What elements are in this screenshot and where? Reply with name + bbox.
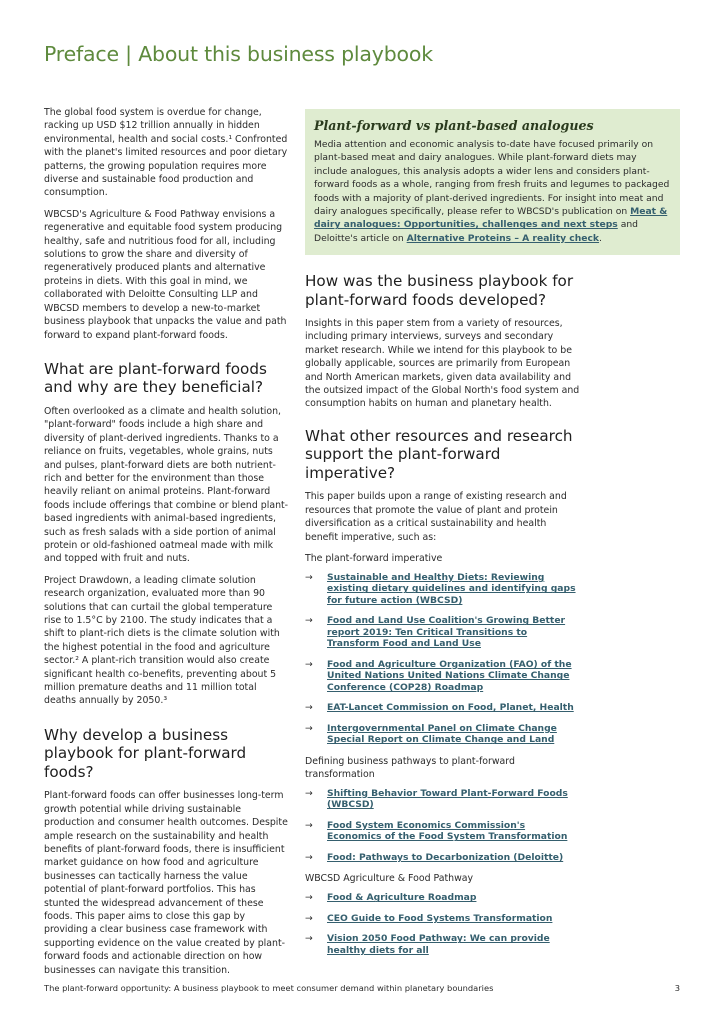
what-paragraph-2: Project Drawdown, a leading climate solution research organization, evaluated more than 90 solutions that can curtail the global temperature rise to 1.5°C by 2100. The study indicates that a shift to plant-rich diets is the climate solution with the highest potential in the food and agriculture sector.² A plant-rich transition would also create significant health co-benefits, preventing about 5 million premature deaths and 11 million total deaths annually by 2050.³: [44, 574, 280, 707]
why-paragraph-1: Plant-forward foods can offer businesses long-term growth potential while driving sustainable production and consumer health outcomes. Despite ample research on the sustainability and health benefits of plant-forward foods, there is insufficient market guidance on how food and agriculture businesses can tactically harness the value potential of plant-forward portfolios. This has stunted the widespread advancement of these foods. This paper aims to close this gap by providing a clear business case framework with supporting evidence on the value created by plant-forward foods and actionable direction on how businesses can navigate this transition.: [44, 790, 288, 976]
callout-text-after: .: [599, 232, 602, 244]
resource-link[interactable]: Intergovernmental Panel on Climate Change Special Report on Climate Change and Land: [327, 722, 557, 746]
resource-list-item: [305, 852, 580, 864]
heading-how-developed: How was the business playbook for plant-forward foods developed?: [305, 272, 574, 309]
arrow-right-icon: →: [305, 702, 313, 714]
resource-list-item: [305, 702, 580, 714]
arrow-right-icon: →: [305, 615, 313, 627]
arrow-right-icon: →: [305, 851, 313, 863]
right-column: [305, 272, 580, 965]
callout-text: [314, 138, 672, 245]
link-meat-dairy-analogues[interactable]: Meat & dairy analogues: Opportunities, challenges and next steps: [314, 206, 668, 231]
callout-plant-forward-vs-analogues: [305, 109, 680, 255]
page-number: 3: [674, 983, 680, 993]
resource-link[interactable]: Food and Land Use Coalition's Growing Better report 2019: Ten Critical Transitions to Transform Food and Land Use: [327, 615, 566, 650]
resource-group-label: The plant-forward imperative: [305, 552, 443, 564]
resource-list-item: [305, 933, 580, 956]
resource-list-item: [305, 659, 580, 694]
intro-paragraph-1: The global food system is overdue for change, racking up USD $12 trillion annually in hidden environmental, health and social costs.¹ Confronted with the planet's limited resources and poor dietary patterns, the growing population requires more diverse and sustainable food production and consumption.: [44, 107, 288, 199]
resource-list-item: [305, 892, 580, 904]
resource-list-item: [305, 615, 580, 650]
arrow-right-icon: →: [305, 912, 313, 924]
arrow-right-icon: →: [305, 571, 313, 583]
intro-paragraph-2: WBCSD's Agriculture & Food Pathway envisions a regenerative and equitable food system producing healthy, safe and nutritious food for all, including solutions to grow the share and diversity of regeneratively produced plants and alternative proteins in diets. With this goal in mind, we collaborated with Deloitte Consulting LLP and WBCSD members to develop a new-to-market business playbook that unpacks the value and path forward to expand plant-forward foods.: [44, 208, 287, 341]
other-paragraph-1: This paper builds upon a range of existing research and resources that promote the value of plant and protein diversification as a critical sustainability and health benefit imperative, such as:: [305, 491, 567, 543]
resource-link[interactable]: Food & Agriculture Roadmap: [327, 892, 477, 904]
resource-link-list: [305, 572, 580, 746]
resource-list-item: [305, 572, 580, 607]
link-alternative-proteins[interactable]: Alternative Proteins – A reality check: [406, 232, 600, 244]
footer-text: The plant-forward opportunity: A business playbook to meet consumer demand within planetary boundaries: [44, 983, 494, 993]
resource-list-item: [305, 788, 580, 811]
resource-link[interactable]: Food: Pathways to Decarbonization (Deloitte): [327, 851, 564, 863]
resource-list-item: [305, 913, 580, 925]
resource-groups: [305, 552, 580, 957]
callout-text-before: Media attention and economic analysis to-date have focused primarily on plant-based meat and dairy analogues. While plant-forward diets may include analogues, this analysis adopts a wider lens and considers plant-forward foods as a whole, ranging from fresh fruits and legumes to packaged foods with a majority of plant-derived ingredients. For insight into meat and dairy analogues specifically, please refer to WBCSD's publication on: [314, 139, 670, 218]
resource-list-item: [305, 820, 580, 843]
heading-other-resources: What other resources and research support the plant-forward imperative?: [305, 426, 573, 482]
callout-text-middle: and Deloitte's article on: [314, 219, 638, 244]
arrow-right-icon: →: [305, 658, 313, 670]
resource-link[interactable]: Vision 2050 Food Pathway: We can provide healthy diets for all: [327, 933, 550, 956]
left-column: [44, 106, 289, 985]
resource-link-list: [305, 892, 580, 956]
arrow-right-icon: →: [305, 787, 313, 799]
heading-what-are-plant-forward-foods: What are plant-forward foods and why are they beneficial?: [44, 359, 267, 397]
resource-link[interactable]: EAT-Lancet Commission on Food, Planet, Health: [327, 702, 574, 714]
resource-link[interactable]: Sustainable and Healthy Diets: Reviewing existing dietary guidelines and identifying gaps for future action (WBCSD): [327, 571, 576, 606]
resource-link[interactable]: Shifting Behavior Toward Plant-Forward Foods (WBCSD): [327, 787, 568, 811]
how-paragraph-1: Insights in this paper stem from a variety of resources, including primary interviews, surveys and secondary market research. While we intend for this playbook to be globally applicable, sources are primarily from European and North American markets, given data availability and the outsized impact of the Global North's food system and consumption habits on human and planetary health.: [305, 318, 580, 410]
resource-group-label: WBCSD Agriculture & Food Pathway: [305, 873, 474, 885]
resource-link[interactable]: Food System Economics Commission's Economics of the Food System Transformation: [327, 819, 568, 843]
resource-list-item: [305, 723, 580, 746]
callout-title: Plant-forward vs plant-based analogues: [314, 118, 594, 133]
arrow-right-icon: →: [305, 892, 313, 904]
what-paragraph-1: Often overlooked as a climate and health solution, "plant-forward" foods include a high share and diversity of plant-derived ingredients. Thanks to a reliance on fruits, vegetables, whole grains, nuts and pulses, plant-forward diets are both nutrient-rich and better for the environment than those heavily reliant on animal proteins. Plant-forward foods include offerings that combine or blend plant-based ingredients with animal-based ingredients, such as fresh salads with a side portion of animal protein or old-fashioned oatmeal made with milk and topped with fruit and nuts.: [44, 405, 289, 565]
resource-link[interactable]: Food and Agriculture Organization (FAO) of the United Nations United Nations Climate Change Conference (COP28) Roadmap: [327, 658, 572, 693]
resource-link[interactable]: CEO Guide to Food Systems Transformation: [327, 912, 553, 924]
arrow-right-icon: →: [305, 933, 313, 945]
heading-why-develop-playbook: Why develop a business playbook for plant-forward foods?: [44, 725, 247, 781]
arrow-right-icon: →: [305, 819, 313, 831]
resource-group-label: Defining business pathways to plant-forward transformation: [305, 755, 515, 780]
arrow-right-icon: →: [305, 722, 313, 734]
footer: [44, 983, 680, 993]
resource-link-list: [305, 788, 580, 864]
page-title: Preface | About this business playbook: [44, 42, 433, 66]
